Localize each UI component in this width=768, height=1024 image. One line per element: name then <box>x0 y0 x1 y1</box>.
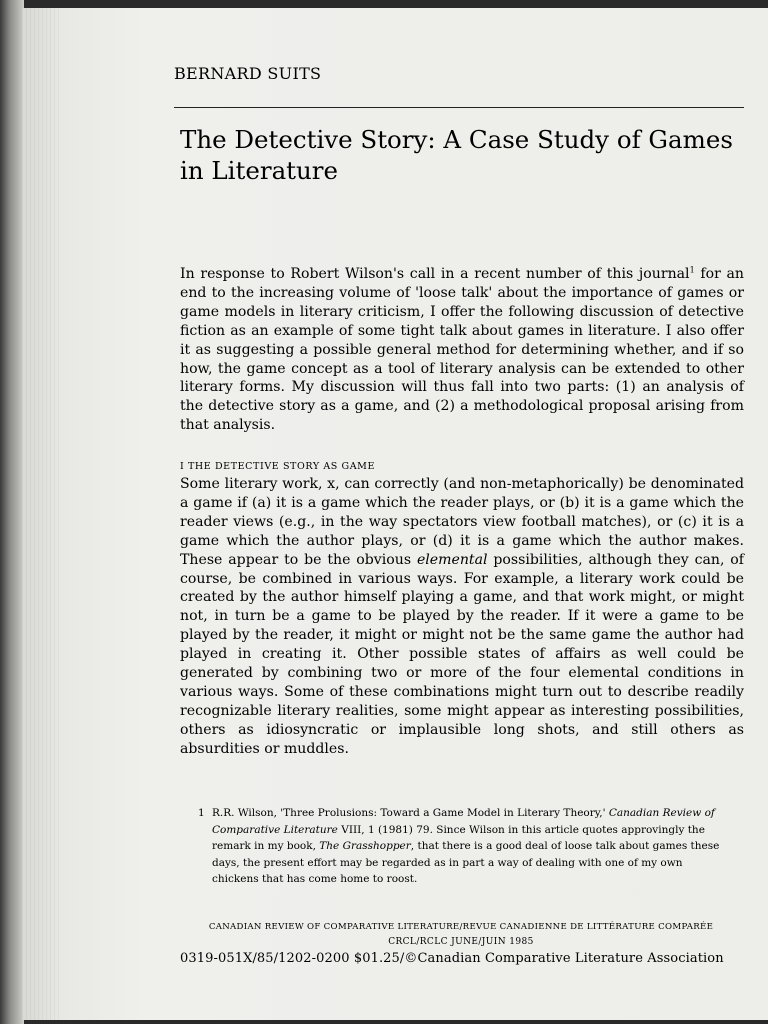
copyright-line: 0319-051X/85/1202-0200 $01.25/©Canadian Comparative Literature Association <box>180 951 724 966</box>
journal-issue: CRCL/RCLC JUNE/JUIN 1985 <box>388 937 534 947</box>
footnote-reference: 1 <box>689 265 695 275</box>
footnote-journal-title: Canadian Review of Comparative Literature <box>212 807 715 836</box>
book-spine-shadow <box>0 0 24 1024</box>
section-paragraph <box>180 475 744 759</box>
section-text-start: Some literary work, x, can correctly (and non-metaphorically) be denominated a game if (a) it is a game which the reader plays, or (b) it is a game which the reader views (e.g., in the way spectators view football matches), or (c) it is a game which the author plays, or (d) it is a game which the author makes. These appear to be the obvious <box>180 476 744 568</box>
article-title: The Detective Story: A Case Study of Games in Literature <box>180 125 733 185</box>
page-leaf-edges <box>22 8 62 1020</box>
footnote-part: VIII, 1 (1981) 79. Since Wilson in this article quotes approvingly the remark in my book, <box>212 823 705 852</box>
footnote-number: 1 <box>198 807 205 819</box>
intro-text-rest: for an end to the increasing volume of 'loose talk' about the importance of games or game models in literary criticism, I offer the following discussion of detective fiction as an example of some tight talk about games in literature. I also offer it as suggesting a possible general method for determining whether, and if so how, the game concept as a tool of literary analysis can be extended to other literary forms. My discussion will thus fall into two parts: (1) an analysis of the detective story as a game, and (2) a methodological proposal arising from that analysis. <box>180 266 744 434</box>
intro-text-start: In response to Robert Wilson's call in a recent number of this journal <box>180 266 690 282</box>
journal-name: CANADIAN REVIEW OF COMPARATIVE LITERATURE/REVUE CANADIENNE DE LITTÉRATURE COMPARÉE <box>208 922 714 932</box>
emphasis-elemental: elemental <box>416 551 488 568</box>
footnote-book-title: The Grasshopper <box>319 840 411 852</box>
footnote-part: R.R. Wilson, 'Three Prolusions: Toward a Game Model in Literary Theory,' <box>212 807 609 819</box>
header-rule <box>174 107 744 108</box>
footnote-text <box>212 805 726 888</box>
section-text-rest: possibilities, although they can, of course, be combined in various ways. For example, a literary work could be created by the author himself playing a game, and that work might, or might not, in turn be a game to be played by the reader. If it were a game to be played by the reader, it might or might not be the same game the author had played in creating it. Other possible states of affairs as well could be generated by combining two or more of the four elemental conditions in various ways. Some of these combinations might turn out to describe readily recognizable literary realities, some might appear as interesting possibilities, others as idiosyncratic or implausible long shots, and still others as absurdities or muddles. <box>180 551 745 757</box>
intro-paragraph <box>180 265 744 435</box>
footnote-part: , that there is a good deal of loose talk about games these days, the present effort may be regarded as in part a way of dealing with one of my own chickens that has come home to roost. <box>212 840 720 885</box>
section-heading: I THE DETECTIVE STORY AS GAME <box>180 461 376 472</box>
footnote <box>198 805 726 888</box>
running-head-author: BERNARD SUITS <box>174 64 322 83</box>
